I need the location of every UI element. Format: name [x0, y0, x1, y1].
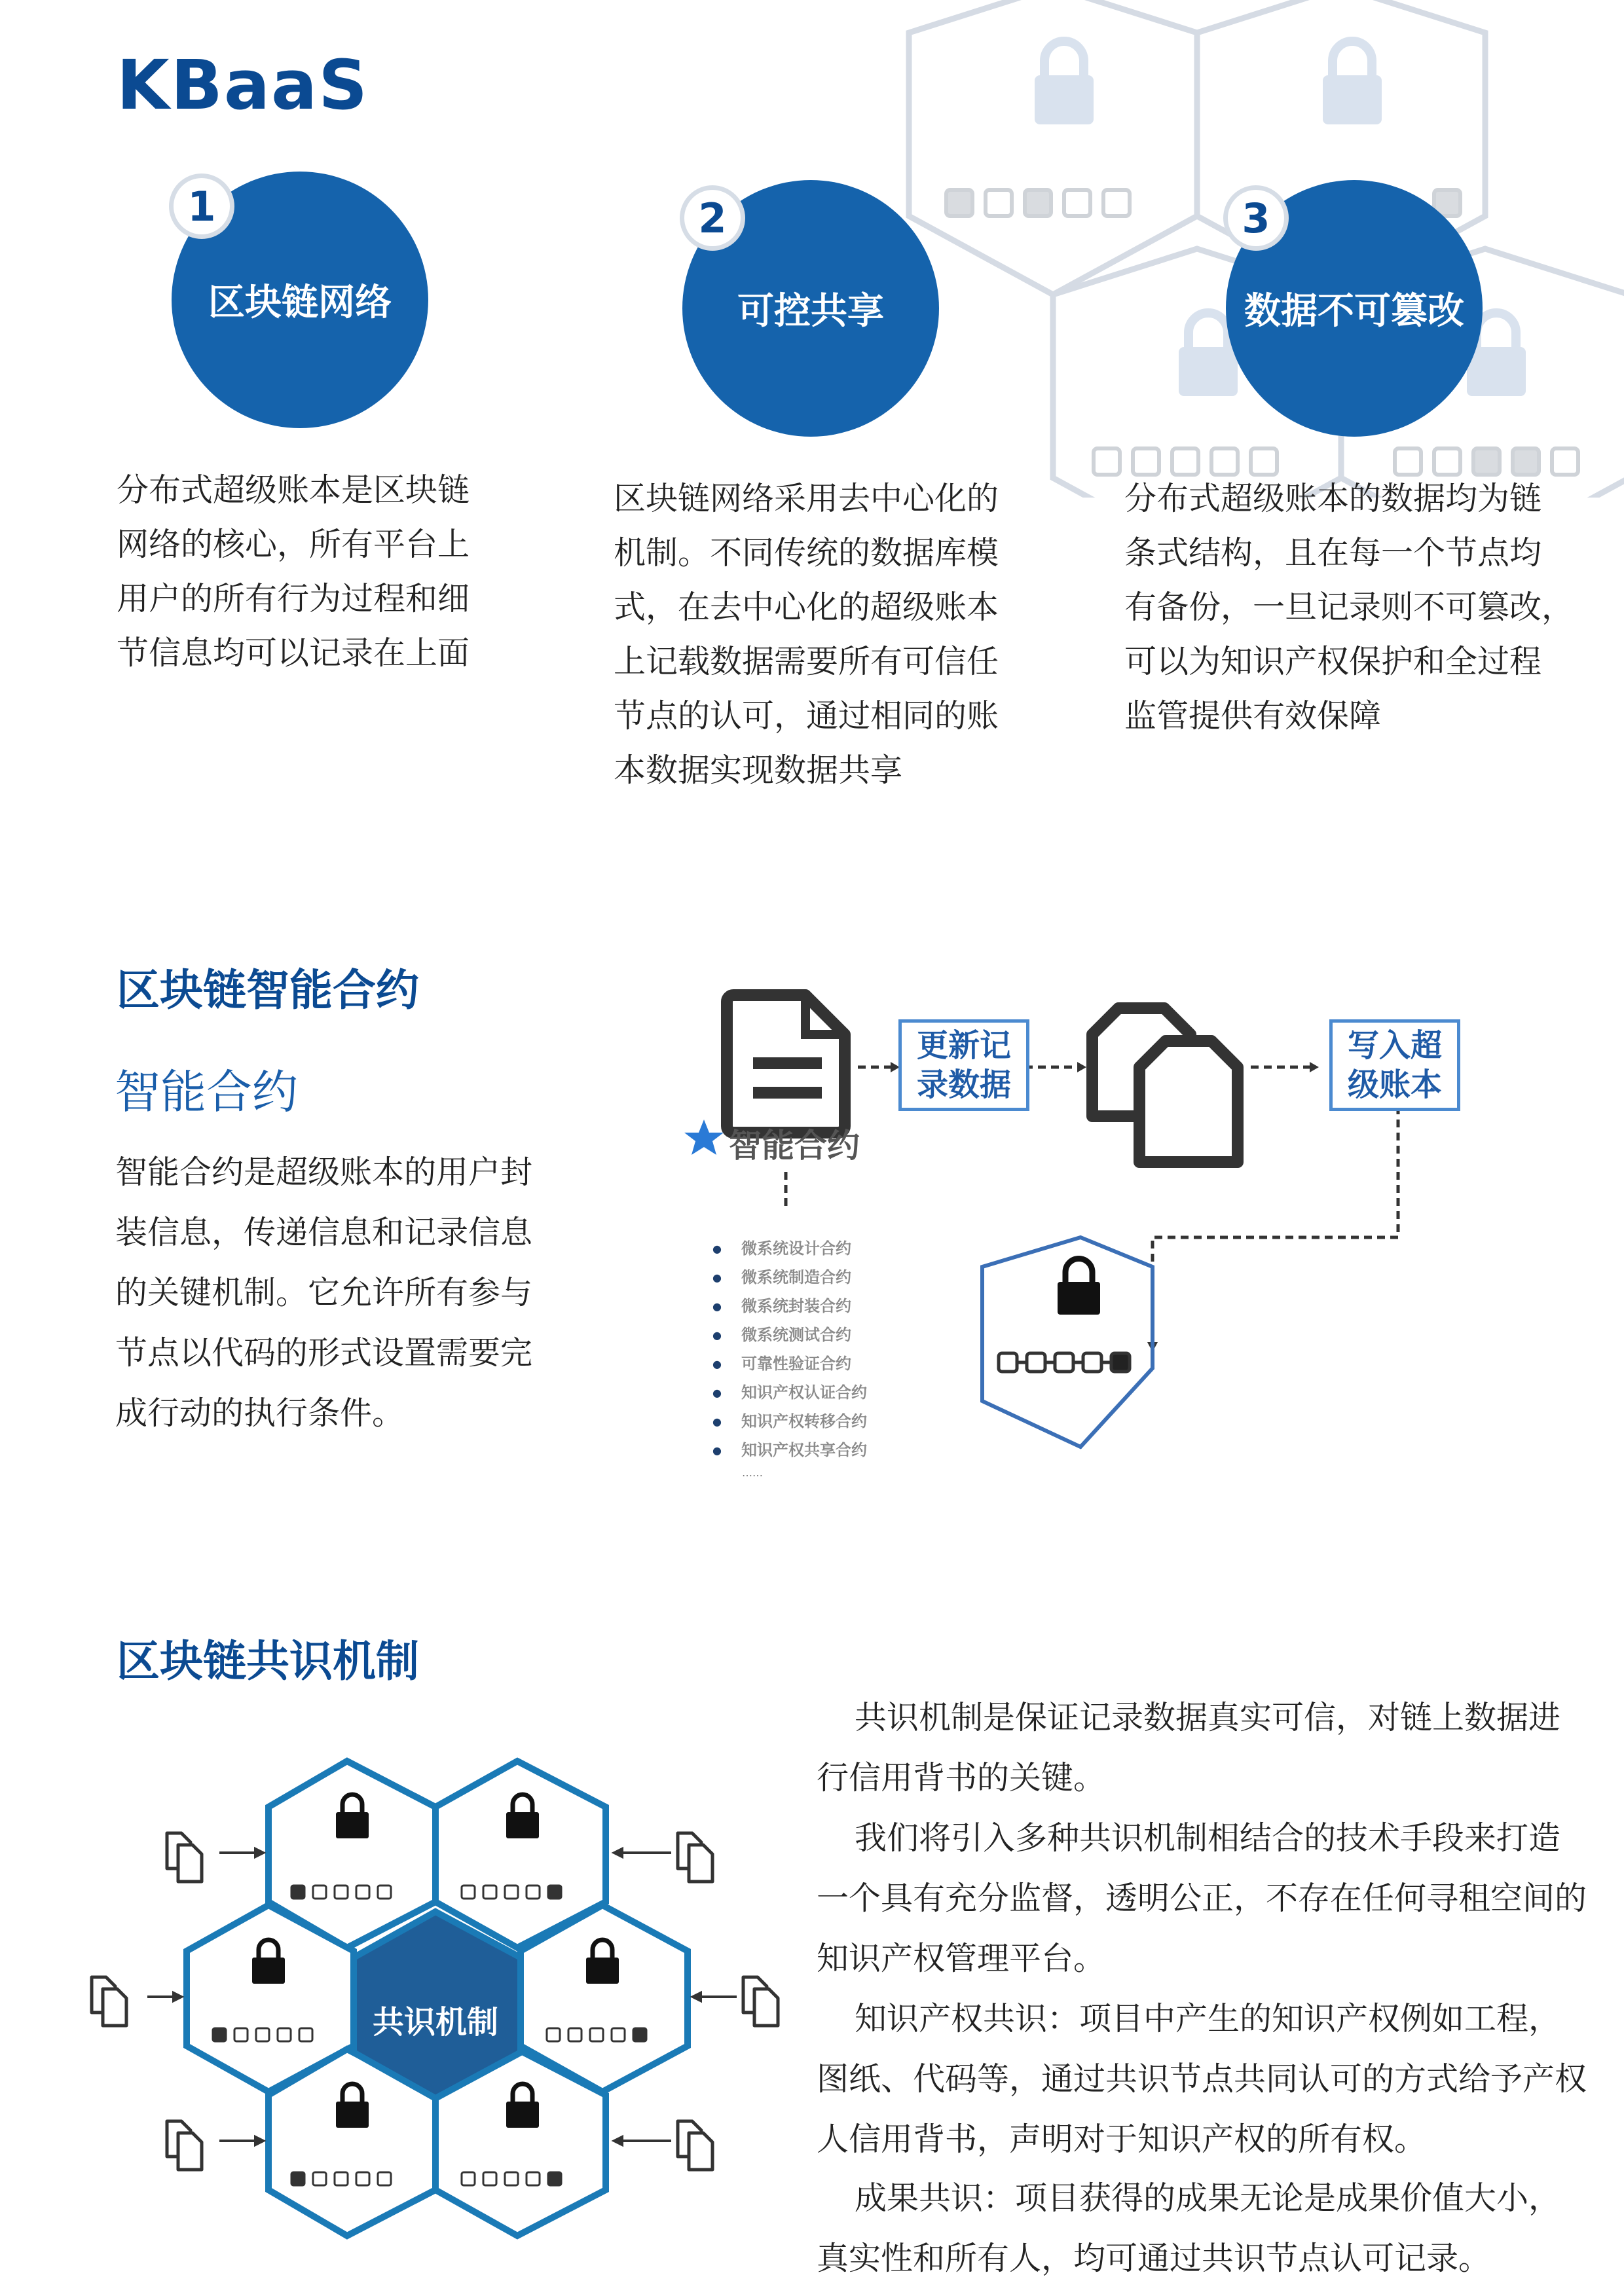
list-item: ● 知识产权共享合约 — [712, 1436, 867, 1465]
feature-description: 分布式超级账本是区块链 网络的核心，所有平台上 用户的所有行为过程和细 节信息均可以记录在上面 — [117, 471, 470, 672]
write-ledger-box: 写入超 级账本 — [1329, 1019, 1460, 1111]
consensus-paragraph: 知识产权共识：项目中产生的知识产权例如工程，图纸、代码等，通过共识节点共同认可的方式给予产权人信用背书，声明对于知识产权的所有权。 — [817, 2000, 1587, 2158]
chain-icon — [999, 1353, 1130, 1372]
document-icon — [727, 995, 845, 1133]
copy-documents-icon — [1092, 1008, 1238, 1162]
feature-title: 区块链网络 — [208, 282, 392, 324]
list-item: ● 微系统测试合约 — [712, 1321, 867, 1349]
update-records-box: 更新记 录数据 — [898, 1019, 1029, 1111]
contract-list — [712, 1234, 867, 1465]
feature-title: 可控共享 — [737, 290, 884, 333]
list-item: ● 知识产权认证合约 — [712, 1378, 867, 1407]
consensus-section-title: 区块链共识机制 — [117, 1636, 419, 1686]
smart-contract-section-title: 区块链智能合约 — [117, 965, 419, 1015]
feature-number-badge: 1 — [169, 173, 234, 239]
smart-contract-diagram-label: 智能合约 — [729, 1127, 860, 1165]
feature-description: 区块链网络采用去中心化的 机制。不同传统的数据库模 式，在去中心化的超级账本 上记载数据需要所有可信任 节点的认可，通过相同的账 本数据实现数据共享 — [614, 480, 999, 789]
consensus-paragraph: 成果共识：项目获得的成果无论是成果价值大小，真实性和所有人，均可通过共识节点认可记录。 — [817, 2179, 1561, 2277]
list-item: ● 微系统封装合约 — [712, 1292, 867, 1321]
smart-contract-subtitle: 智能合约 — [115, 1065, 298, 1119]
feature-title: 数据不可篡改 — [1244, 290, 1464, 333]
feature-number-badge: 2 — [680, 185, 745, 251]
consensus-paragraph: 共识机制是保证记录数据真实可信，对链上数据进行信用背书的关键。 — [817, 1699, 1561, 1796]
contract-list-ellipsis: …… — [742, 1467, 763, 1479]
list-item: ● 微系统设计合约 — [712, 1234, 867, 1263]
feature-description: 分布式超级账本的数据均为链 条式结构，且在每一个节点均 有备份，一旦记录则不可篡改， 可以为知识产权保护和全过程 监管提供有效保障 — [1124, 480, 1574, 735]
list-item: ● 可靠性验证合约 — [712, 1349, 867, 1378]
consensus-center-label: 共识机制 — [372, 2004, 498, 2041]
feature-number-badge: 3 — [1223, 185, 1289, 251]
star-icon — [684, 1120, 724, 1155]
brand-title: KBaaS — [117, 45, 369, 125]
lock-icon — [1058, 1259, 1100, 1315]
list-item: ● 微系统制造合约 — [712, 1263, 867, 1292]
list-item: ● 知识产权转移合约 — [712, 1407, 867, 1436]
consensus-paragraph: 我们将引入多种共识机制相结合的技术手段来打造一个具有充分监督，透明公正，不存在任何寻租空间的知识产权管理平台。 — [817, 1819, 1587, 1977]
smart-contract-description: 智能合约是超级账本的用户封 装信息，传递信息和记录信息 的关键机制。它允许所有参与 节点以代码的形式设置需要完 成行动的执行条件。 — [115, 1154, 533, 1432]
